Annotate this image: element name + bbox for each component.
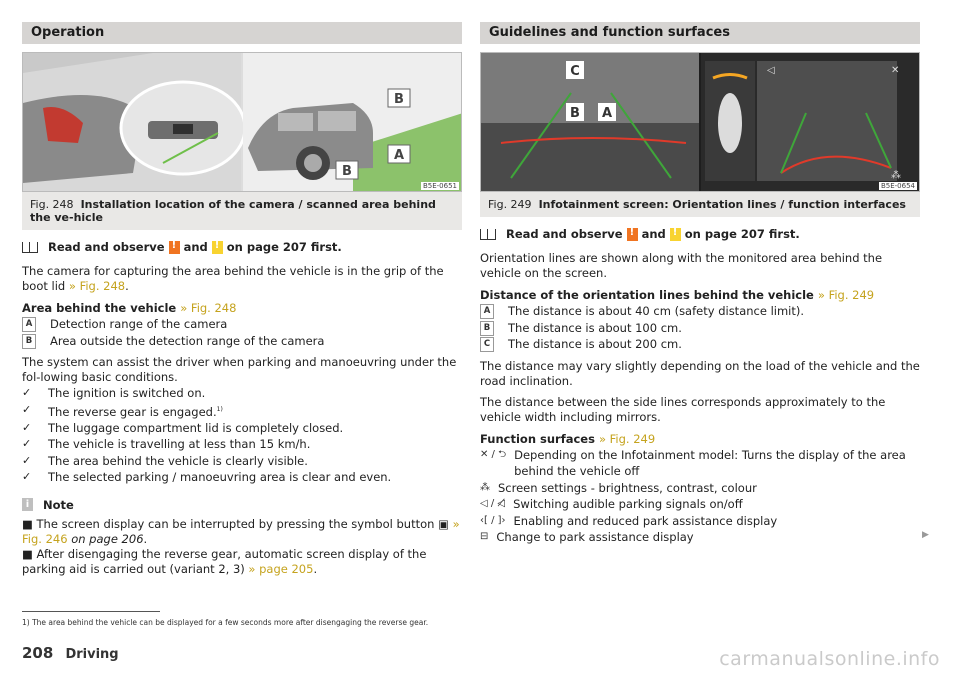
- close-back-icon: ✕ / ⮌: [480, 448, 507, 460]
- page-footer: [22, 644, 119, 662]
- item-text: The reverse gear is engaged.: [48, 404, 217, 419]
- item-text: Enabling and reduced park assistance display: [513, 513, 778, 528]
- note-text-2: After disengaging the reverse gear, automatic screen display of the parking aid is carried out (variant 2, 3): [22, 546, 427, 576]
- page-205-link[interactable]: » page 205: [248, 561, 314, 576]
- item-label: A: [22, 317, 36, 332]
- check-icon: ✓: [22, 386, 32, 399]
- list-item: [480, 529, 920, 546]
- conditions-list: [22, 385, 462, 486]
- item-text: The luggage compartment lid is completely closed.: [48, 420, 344, 435]
- check-icon: ✓: [22, 453, 32, 467]
- footnote: [22, 618, 428, 627]
- caution-icon: [212, 241, 223, 254]
- figure-marker-c: C: [570, 64, 580, 79]
- item-text: Depending on the Infotainment model: Turns the display of the area behind the vehicle off: [514, 447, 906, 478]
- intro-text: The camera for capturing the area behind the vehicle is in the grip of the boot lid: [22, 264, 444, 293]
- list-item: [22, 453, 462, 470]
- distance-heading: [480, 288, 920, 303]
- item-text: Screen settings - brightness, contrast, colour: [498, 480, 757, 495]
- caption-number: Fig. 249: [488, 198, 532, 211]
- list-item: [22, 385, 462, 402]
- list-item: [22, 402, 462, 420]
- item-text: Switching audible parking signals on/off: [513, 497, 743, 511]
- settings-icon: ⁂: [891, 170, 901, 181]
- side-lines-paragraph: The distance between the side lines corresponds approximately to the vehicle width including mirrors.: [480, 394, 886, 424]
- read-observe-text: Read and observe: [48, 240, 165, 254]
- orientation-intro: Orientation lines are shown along with the monitored area behind the vehicle on the screen.: [480, 251, 883, 280]
- figure-marker-b: B: [570, 106, 580, 121]
- fig-249-link[interactable]: » Fig. 249: [817, 288, 875, 302]
- figure-marker-a: A: [601, 106, 613, 121]
- caption-title: Installation location of the camera / scanned area behind the ve-hicle: [30, 198, 436, 224]
- list-item: [22, 436, 462, 453]
- item-text: Area outside the detection range of the camera: [50, 333, 325, 348]
- area-heading: [22, 301, 462, 316]
- item-text: Change to park assistance display: [496, 530, 694, 544]
- item-text: The vehicle is travelling at less than 15 km/h.: [48, 437, 311, 452]
- item-text: The area behind the vehicle is clearly visible.: [48, 453, 308, 468]
- read-observe-page: on page 207 first.: [684, 227, 800, 241]
- park-button-icon: ▣: [438, 516, 449, 531]
- item-label: A: [480, 304, 494, 319]
- section-name: Driving: [65, 647, 119, 662]
- watermark: carmanualsonline.info: [719, 648, 940, 670]
- fig-248-link-2[interactable]: » Fig. 248: [180, 301, 237, 315]
- list-item: [22, 316, 462, 333]
- book-icon: [480, 229, 496, 240]
- read-observe-text: Read and observe: [506, 227, 623, 241]
- check-icon: ✓: [22, 437, 32, 451]
- right-column: [480, 22, 920, 546]
- load-paragraph: The distance may vary slightly depending on the load of the vehicle and the road inclination.: [480, 358, 920, 388]
- note-paragraph-1: ■ The screen display can be interrupted by pressing the symbol button ▣ » Fig. 246 on page 206.: [22, 516, 460, 546]
- screen-settings-icon: ⁂: [480, 481, 490, 493]
- infotainment-screen-illustration: [481, 53, 920, 191]
- warning-icon: [627, 228, 638, 241]
- list-item: [480, 496, 920, 513]
- figure-caption: [480, 192, 920, 217]
- function-surfaces-list: [480, 447, 920, 546]
- book-icon: [22, 242, 38, 253]
- caution-icon: [670, 228, 681, 241]
- function-surfaces-heading: [480, 432, 920, 447]
- figure-caption: [22, 192, 462, 230]
- sound-toggle-icon: ◁ / ◁̸: [480, 498, 506, 509]
- close-icon: ✕: [891, 65, 900, 76]
- read-observe-line: [22, 240, 462, 254]
- figure-id: B5E-0654: [880, 182, 915, 190]
- note-text-1: The screen display can be interrupted by pressing the symbol button: [36, 516, 435, 531]
- item-label: B: [22, 334, 36, 349]
- park-assist-bracket-icon: ‹[ / ]›: [480, 514, 506, 526]
- list-item: [480, 320, 920, 337]
- caption-title: Infotainment screen: Orientation lines / function interfaces: [538, 198, 906, 211]
- area-list: [22, 316, 462, 349]
- page-206-ref: on page 206: [71, 531, 144, 546]
- item-text: The distance is about 100 cm.: [508, 320, 682, 335]
- check-icon: ✓: [22, 420, 32, 434]
- check-icon: ✓: [22, 402, 32, 416]
- sound-icon: ◁: [767, 65, 775, 76]
- figure-249: [480, 52, 920, 192]
- footnote-text: The area behind the vehicle can be displayed for a few seconds more after disengaging the reverse gear.: [32, 618, 429, 627]
- read-observe-line: [480, 227, 920, 241]
- left-column: [22, 22, 462, 577]
- figure-marker-a: A: [393, 148, 405, 163]
- warning-icon: [169, 241, 180, 254]
- caption-number: Fig. 248: [30, 198, 74, 211]
- item-text: The distance is about 200 cm.: [508, 337, 682, 351]
- footnote-divider: [22, 611, 160, 612]
- list-item: [480, 480, 920, 497]
- figure-248: [22, 52, 462, 192]
- figure-marker-b-bottom: B: [342, 164, 352, 179]
- read-observe-page: on page 207 first.: [226, 240, 342, 254]
- item-label: B: [480, 321, 494, 336]
- list-item: [22, 469, 462, 486]
- list-item: [480, 513, 920, 530]
- figure-marker-b-top: B: [394, 92, 404, 107]
- item-text: Detection range of the camera: [50, 317, 228, 331]
- list-item: [480, 336, 920, 353]
- distance-heading-text: Distance of the orientation lines behind the vehicle: [480, 288, 814, 302]
- item-text: The selected parking / manoeuvring area is clear and even.: [48, 470, 392, 485]
- list-item: [22, 420, 462, 437]
- note-paragraph-2: ■ After disengaging the reverse gear, automatic screen display of the parking aid is carried out (variant 2, 3) » page 205.: [22, 546, 427, 576]
- check-icon: ✓: [22, 470, 32, 484]
- fig-248-link[interactable]: » Fig. 248: [68, 279, 126, 293]
- camera-location-illustration: [23, 53, 462, 191]
- distance-list: [480, 303, 920, 353]
- footnote-marker: 1): [22, 618, 30, 627]
- next-page-arrow-icon[interactable]: ▶: [922, 530, 929, 540]
- section-heading-guidelines: Guidelines and function surfaces: [480, 22, 920, 44]
- list-item: [480, 447, 920, 480]
- item-text: The ignition is switched on.: [48, 386, 206, 400]
- item-label: C: [480, 337, 494, 352]
- read-observe-and: and: [641, 227, 666, 241]
- section-heading-operation: Operation: [22, 22, 462, 44]
- read-observe-and: and: [183, 240, 208, 254]
- intro-paragraph: The camera for capturing the area behind the vehicle is in the grip of the boot lid » Fig. 248.: [22, 264, 444, 293]
- note-heading: [22, 498, 462, 512]
- function-surfaces-heading-text: Function surfaces: [480, 431, 595, 446]
- list-item: [22, 333, 462, 350]
- park-assist-display-icon: ⊟: [480, 531, 489, 542]
- note-heading-text: Note: [43, 497, 74, 512]
- footnote-marker: 1): [216, 405, 223, 413]
- info-icon: i: [22, 498, 33, 511]
- area-heading-text: Area behind the vehicle: [22, 301, 177, 315]
- list-item: [480, 303, 920, 320]
- figure-id: B5E-0651: [422, 182, 457, 190]
- conditions-intro: The system can assist the driver when parking and manoeuvring under the fol-lowing basic conditions.: [22, 355, 457, 384]
- fig-246-link[interactable]: » Fig. 246: [22, 516, 460, 546]
- item-text: The distance is about 40 cm (safety distance limit).: [508, 304, 805, 318]
- page-number: 208: [22, 644, 54, 662]
- fig-249-link-2[interactable]: » Fig. 249: [598, 431, 656, 446]
